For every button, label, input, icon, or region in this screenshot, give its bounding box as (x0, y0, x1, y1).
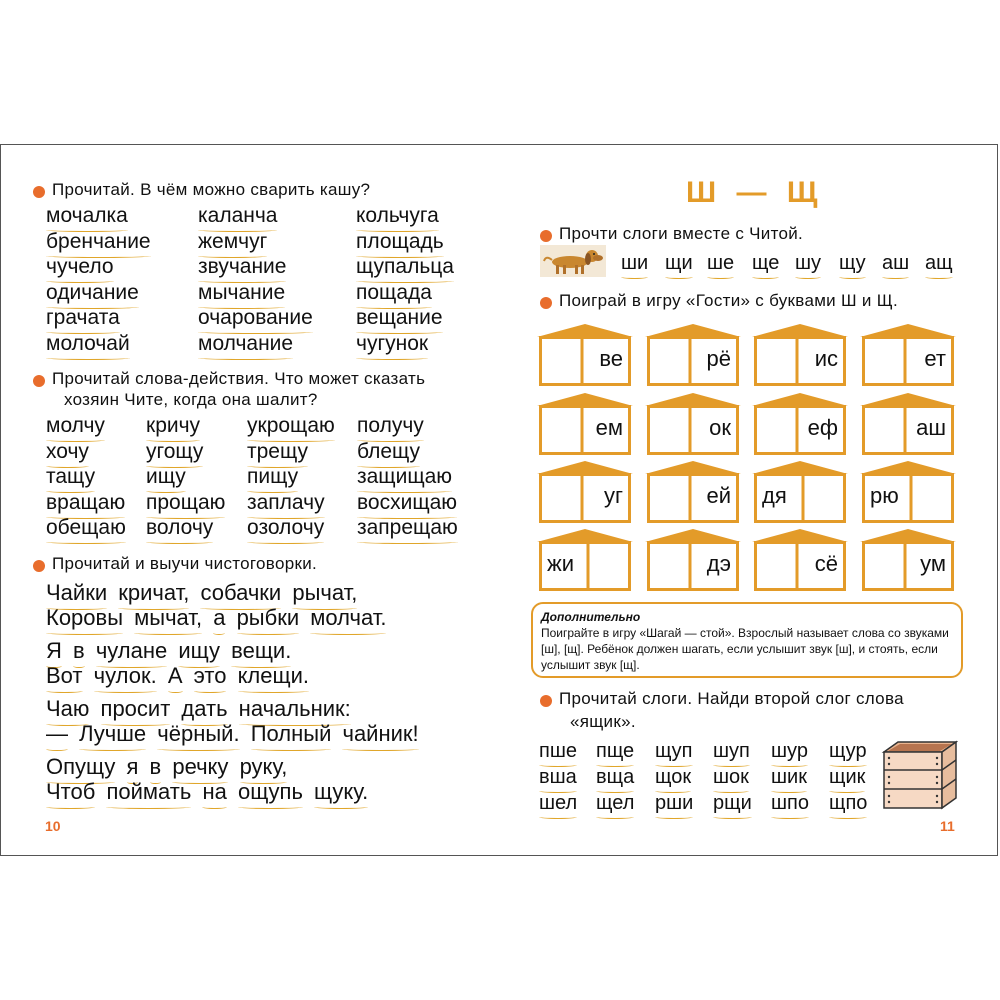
twister-word: ищу (178, 638, 221, 663)
syllable: вша (539, 766, 577, 788)
syllable: вща (596, 766, 635, 788)
house-syllable: ум (920, 551, 946, 576)
word: угощу (146, 439, 204, 463)
twister-word: Полный (250, 721, 332, 746)
twister-word: просит (100, 696, 171, 721)
syllable: щуп (655, 740, 693, 762)
house (537, 322, 633, 388)
twister-word: молчат. (310, 605, 387, 630)
house-syllable: ей (706, 483, 731, 508)
house (752, 459, 848, 525)
house (537, 527, 633, 593)
syllable: щик (829, 766, 866, 788)
syllable: щи (665, 252, 693, 274)
box-crate-image (880, 738, 958, 810)
twister-word: на (202, 779, 227, 804)
task2-prompt-line1: Прочитай слова-действия. Что может сказать (52, 369, 426, 388)
syllable: ащ (925, 252, 953, 274)
house-syllable: дэ (706, 551, 731, 576)
word: обещаю (46, 516, 126, 539)
twister-word: это (193, 663, 227, 688)
extra-task-box (531, 602, 963, 678)
task1-prompt: Прочитай. В чём можно сварить кашу? (52, 180, 371, 199)
syllable: шу (795, 252, 822, 274)
word: озолочу (247, 516, 325, 539)
twister-word: рычат, (292, 580, 358, 605)
twister-line (46, 640, 291, 662)
r-task1-prompt: Прочти слоги вместе с Читой. (559, 224, 804, 243)
syllable: щпо (829, 792, 868, 814)
twister-word: щуку. (314, 779, 369, 804)
twister-word: в (73, 638, 85, 663)
twister-word: кричат, (118, 580, 190, 605)
task3-prompt: Прочитай и выучи чистоговорки. (52, 554, 318, 573)
word: чугунок (356, 331, 429, 355)
syllable: рщи (713, 792, 752, 814)
word: тащу (46, 465, 96, 488)
house-syllable: рё (706, 346, 731, 371)
syllable: щок (655, 766, 692, 788)
house-syllable: ем (595, 415, 623, 440)
word: пощада (356, 280, 432, 304)
word: пищу (247, 465, 299, 488)
word: мочалка (46, 204, 128, 227)
word: заплачу (247, 490, 325, 514)
house-syllable: дя (762, 483, 787, 508)
syllable: шик (771, 766, 807, 788)
word: молчу (46, 414, 105, 437)
house (860, 391, 956, 457)
bullet-icon (540, 297, 552, 309)
syllable: шпо (771, 792, 809, 814)
word: молочай (46, 331, 130, 355)
twister-word: начальник: (238, 696, 351, 721)
word: очарование (198, 306, 313, 329)
twister-word: поймать (106, 779, 192, 804)
twister-line (46, 582, 357, 604)
twister-word: дать (181, 696, 228, 721)
twister-word: ощупь (237, 779, 303, 804)
syllable: рши (655, 792, 694, 814)
twister-word: Чтоб (46, 779, 96, 804)
house-syllable: рю (870, 483, 899, 508)
word: блещу (357, 439, 421, 463)
twister-word: вещи. (231, 638, 292, 663)
word: щупальца (356, 255, 454, 278)
word: ищу (146, 465, 186, 488)
dog-chita-image (540, 245, 606, 277)
bullet-icon (33, 560, 45, 572)
syllable: ще (752, 252, 780, 274)
bullet-icon (33, 375, 45, 387)
syllable: щур (829, 740, 867, 762)
syllable: шок (713, 766, 749, 788)
twister-word: Я (46, 638, 62, 663)
twister-word: клещи. (237, 663, 310, 688)
house (752, 527, 848, 593)
twister-word: Лучше (79, 721, 147, 746)
twister-word: Опущу (46, 754, 116, 779)
word: чучело (46, 255, 114, 278)
twister-word: — (46, 721, 68, 746)
syllable: шуп (713, 740, 750, 762)
house (860, 459, 956, 525)
word: трещу (247, 439, 308, 463)
house (645, 459, 741, 525)
house-syllable: ве (599, 346, 623, 371)
bullet-icon (33, 186, 45, 198)
twister-word: А (167, 663, 183, 688)
word: получу (357, 414, 424, 437)
twister-word: руку, (239, 754, 288, 779)
syllable: ши (621, 252, 649, 274)
twister-word: Чайки (46, 580, 108, 605)
house (537, 459, 633, 525)
twister-word: чайник! (342, 721, 419, 746)
syllable: пше (539, 740, 577, 762)
word: кричу (146, 414, 201, 437)
word: одичание (46, 280, 139, 304)
syllable: щел (596, 792, 635, 814)
house-syllable: еф (807, 415, 838, 440)
word: вращаю (46, 490, 126, 514)
task2-prompt-line2: хозяин Чите, когда она шалит? (64, 390, 318, 409)
syllable: пще (596, 740, 635, 762)
word: бренчание (46, 229, 151, 253)
word: восхищаю (357, 490, 458, 514)
word: прощаю (146, 490, 226, 514)
page-number-left: 10 (45, 818, 61, 834)
twister-word: Коровы (46, 605, 124, 630)
extra-text: Поиграйте в игру «Шагай — стой». Взрослый называет слова со звуками [ш], [щ]. Ребёнок должен шагать, если услышит звук [ш], и стоять, если услышит звук [щ]. (541, 626, 949, 672)
twister-word: в (149, 754, 162, 779)
twister-word: собачки (200, 580, 282, 605)
syllable: аш (882, 252, 910, 274)
word: укрощаю (247, 414, 335, 437)
house (645, 391, 741, 457)
twister-word: я (126, 754, 139, 779)
word: жемчуг (198, 229, 268, 253)
twister-line (46, 781, 368, 803)
word: звучание (198, 255, 287, 278)
house-syllable: ет (924, 346, 946, 371)
page-title: Ш — Щ (686, 176, 824, 209)
house (860, 527, 956, 593)
page-number-right: 11 (940, 818, 955, 834)
twister-word: Чаю (46, 696, 90, 721)
syllable: шел (539, 792, 578, 814)
twister-line (46, 665, 309, 687)
house-syllable: жи (547, 551, 575, 576)
twister-word: Вот (46, 663, 83, 688)
word: вещание (356, 306, 443, 329)
word: хочу (46, 439, 89, 463)
word: молчание (198, 331, 294, 355)
word: площадь (356, 229, 444, 253)
house-syllable: уг (603, 483, 623, 508)
word: защищаю (357, 465, 453, 488)
bullet-icon (540, 230, 552, 242)
bullet-icon (540, 695, 552, 707)
house-syllable: ис (814, 346, 838, 371)
twister-word: чулок. (93, 663, 157, 688)
twister-line (46, 723, 419, 745)
house-syllable: ок (709, 415, 731, 440)
house-syllable: сё (814, 551, 838, 576)
syllable: ше (707, 252, 735, 274)
twister-word: а (213, 605, 226, 630)
extra-title: Дополнительно (541, 610, 641, 624)
word: волочу (146, 516, 214, 539)
twister-line (46, 607, 386, 629)
word: каланча (198, 204, 278, 227)
word: мычание (198, 280, 286, 304)
house (860, 322, 956, 388)
house (752, 391, 848, 457)
syllable: щу (839, 252, 866, 274)
r-task2-prompt: Поиграй в игру «Гости» с буквами Ш и Щ. (559, 291, 898, 310)
twister-word: чёрный. (157, 721, 240, 746)
r-task3-prompt-line1: Прочитай слоги. Найди второй слог слова (559, 689, 904, 708)
twister-word: речку (172, 754, 229, 779)
house (752, 322, 848, 388)
word: грачата (46, 306, 120, 329)
house (537, 391, 633, 457)
twister-word: рыбки (236, 605, 300, 630)
word: кольчуга (356, 204, 439, 227)
house (645, 322, 741, 388)
syllable: шур (771, 740, 808, 762)
house (645, 527, 741, 593)
word: запрещаю (357, 516, 458, 539)
twister-line (46, 698, 351, 720)
house-syllable: аш (916, 415, 946, 440)
twister-word: мычат, (134, 605, 203, 630)
twister-line (46, 756, 287, 778)
twister-word: чулане (95, 638, 168, 663)
r-task3-prompt-line2: «ящик». (570, 712, 636, 731)
